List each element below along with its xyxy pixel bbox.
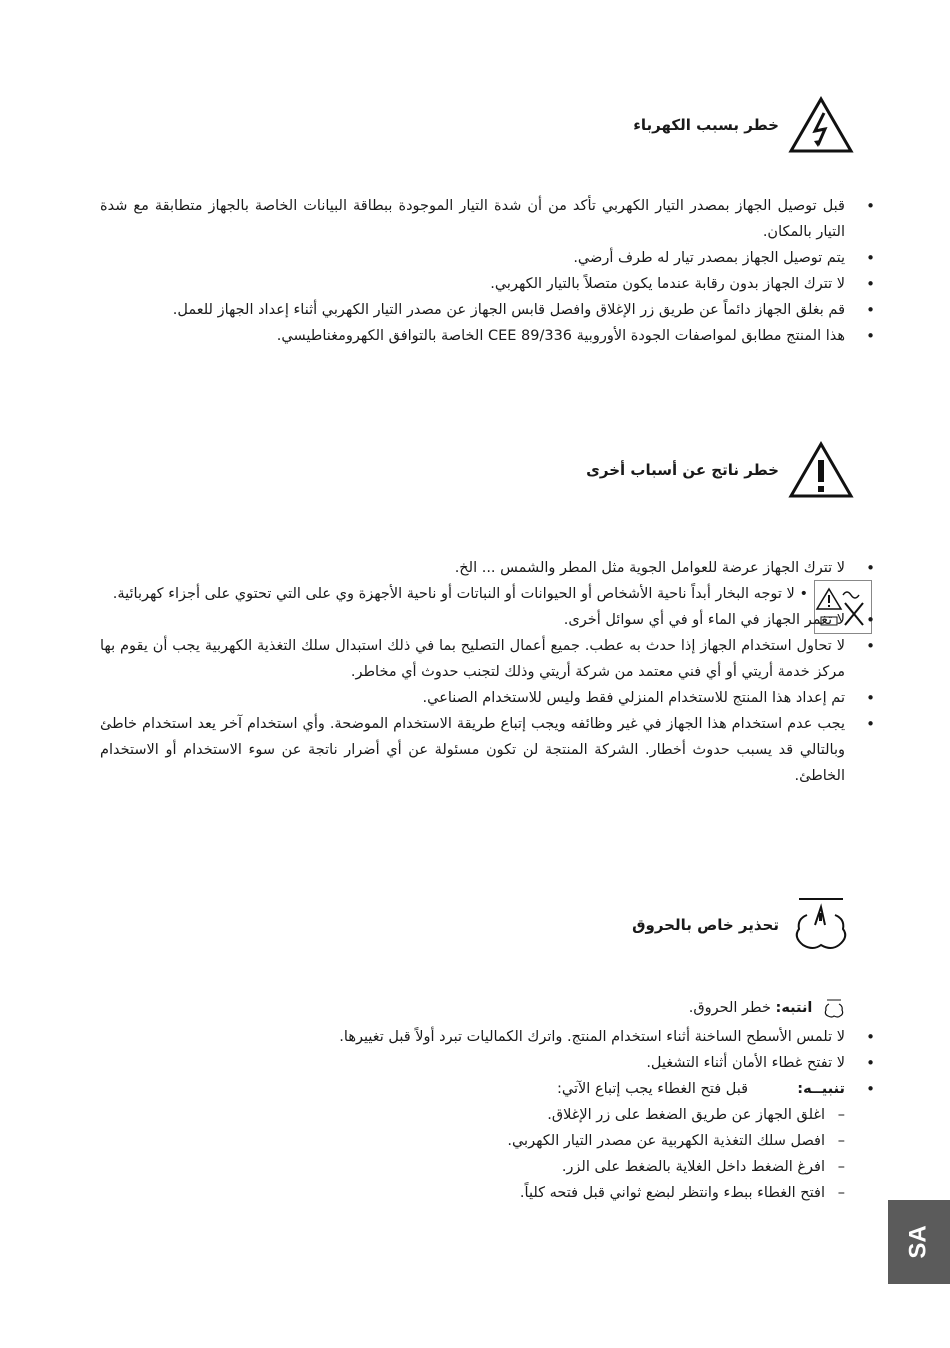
- step-item: – اغلق الجهاز عن طريق الضغط على زر الإغلاق.: [100, 1102, 890, 1128]
- caution-text: قبل فتح الغطاء يجب إتباع الآتي:: [557, 1081, 749, 1097]
- attention-label: انتبه:: [775, 1000, 813, 1016]
- list-item: • لا تترك الجهاز بدون رقابة عندما يكون متصلاً بالتيار الكهربي.: [100, 271, 890, 297]
- burn-warning-title: تحذير خاص بالحروق: [632, 916, 779, 934]
- list-item: • قم بغلق الجهاز دائماً عن طريق زر الإغلاق وافصل قابس الجهاز عن مصدر التيار الكهربي أثناء إعداد الجهاز للعمل.: [100, 297, 890, 323]
- list-item: • لا تغمر الجهاز في الماء أو في أي سوائل أخرى.: [100, 607, 890, 633]
- list-item: • لا تترك الجهاز عرضة للعوامل الجوية مثل المطر والشمس ... الخ.: [100, 555, 890, 581]
- attention-text: خطر الحروق.: [688, 1000, 771, 1016]
- attention-line: [100, 995, 890, 1021]
- exclamation-triangle-icon: [787, 440, 855, 500]
- list-item: • هذا المنتج مطابق لمواصفات الجودة الأوروبية 89/336 CEE الخاصة بالتوافق الكهرومغناطيسي.: [100, 323, 890, 349]
- lightning-triangle-icon: [787, 95, 855, 155]
- list-item: • لا تحاول استخدام الجهاز إذا حدث به عطب. جميع أعمال التصليح بما في ذلك استبدال سلك التغذية الكهربية يجب أن يقوم بها مركز خدمة أريتي أو أي فني معتمد من شركة أريتي وذلك لتجنب حدوث أي مخاطر.: [100, 633, 890, 685]
- language-tab-label: SA: [905, 1225, 932, 1259]
- language-tab: [888, 1200, 950, 1284]
- hot-surface-small-icon: [823, 998, 845, 1018]
- burn-warning-list: [100, 1024, 890, 1206]
- other-danger-list: [100, 555, 890, 789]
- list-item: • تم إعداد هذا المنتج للاستخدام المنزلي فقط وليس للاستخدام الصناعي.: [100, 685, 890, 711]
- electric-danger-heading: [633, 95, 855, 155]
- list-item: • يجب عدم استخدام هذا الجهاز في غير وظائفه ويجب إتباع طريقة الاستخدام الموضحة. وأي استخدام آخر يعد استخدام خاطئ وبالتالي قد يسبب حدوث أخطار. الشركة المنتجة لن تكون مسئولة عن أي أضرار ناتجة عن سوء الاستخدام أو الاستخدام الخاطئ.: [100, 711, 890, 789]
- electric-danger-title: خطر بسبب الكهرباء: [633, 116, 779, 134]
- burn-warning-heading: [632, 895, 855, 955]
- caution-item: [100, 1076, 890, 1102]
- list-item: • لا تفتح غطاء الأمان أثناء التشغيل.: [100, 1050, 890, 1076]
- hot-surface-icon: [787, 895, 855, 955]
- caution-label: تنبيــه:: [797, 1081, 845, 1097]
- list-item: • يتم توصيل الجهاز بمصدر تيار له طرف أرضي.: [100, 245, 890, 271]
- list-item: • لا تلمس الأسطح الساخنة أثناء استخدام المنتج. واترك الكماليات تبرد أولاً قبل تغييرها.: [100, 1024, 890, 1050]
- step-item: – افرغ الضغط داخل الغلاية بالضغط على الزر.: [100, 1154, 890, 1180]
- list-item: • لا توجه البخار أبداً ناحية الأشخاص أو الحيوانات أو النباتات أو ناحية الأجهزة وي على التي تحتوي على أجزاء كهربائية.: [112, 586, 808, 602]
- list-item: • قبل توصيل الجهاز بمصدر التيار الكهربي تأكد من أن شدة التيار الموجودة ببطاقة البيانات الخاصة بالجهاز متطابقة مع شدة التيار بالمكان.: [100, 193, 890, 245]
- other-danger-heading: [586, 440, 855, 500]
- other-danger-title: خطر ناتج عن أسباب أخرى: [586, 461, 779, 479]
- step-item: – افتح الغطاء ببطء وانتظر لبضع ثواني قبل فتحه كلياً.: [100, 1180, 890, 1206]
- step-item: – افصل سلك التغذية الكهربية عن مصدر التيار الكهربي.: [100, 1128, 890, 1154]
- electric-danger-list: [100, 193, 890, 349]
